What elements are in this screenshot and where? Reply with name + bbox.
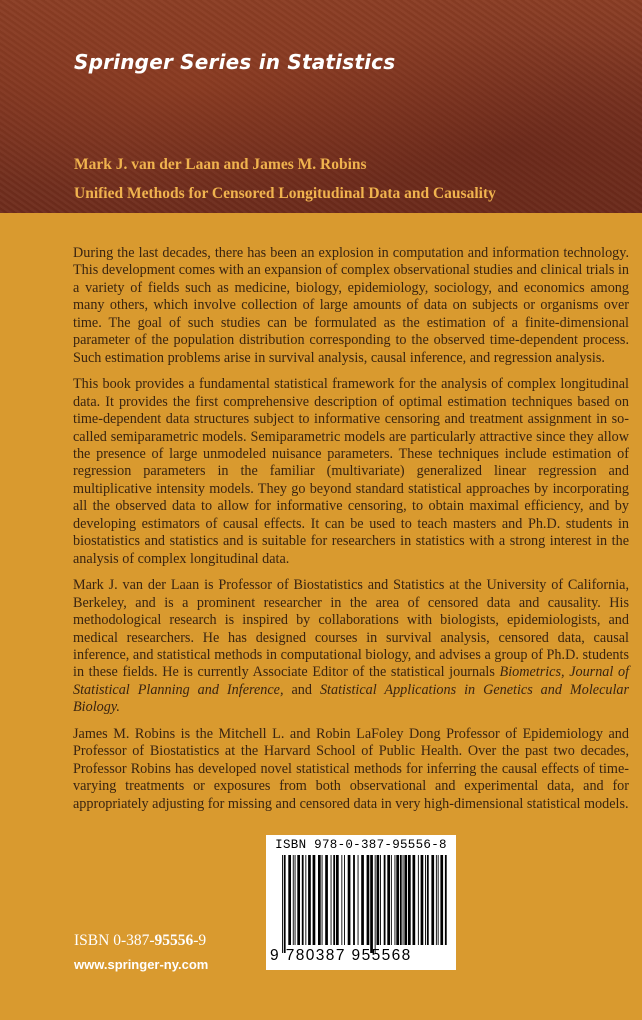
series-title: Springer Series in Statistics [74,50,396,74]
barcode-bar [395,855,396,945]
barcode-bar [318,855,321,945]
barcode-bar [297,855,300,945]
barcode-bar [302,855,304,945]
barcode-bar [445,855,447,945]
barcode-isbn-line: ISBN 978-0-387-95556-8 [275,838,447,852]
publisher-website[interactable]: www.springer-ny.com [74,957,209,972]
barcode-bar [313,855,316,945]
journal-names: Biometrics, Journal of Statistical Planning and Inference, [73,664,630,698]
barcode-bar [284,855,286,953]
barcode-bar [336,855,339,945]
isbn-10 [74,932,206,950]
barcode-bar [436,855,437,945]
paragraph-book: This book provides a fundamental statistical framework for the analysis of complex longitudinal data. It provides the first comprehensive description of optimal estimation techniques based on time-dependent data structures subject to informative censoring and treatment assignment in so-called semiparametric models. Semiparametric models are particularly attractive since they allow the presence of large unmodeled nuisance parameters. These techniques include estimation of regression parameters in the familiar (multivariate) generalized linear regression and multiplicative intensity models. They go beyond standard statistical approaches by incorporating all the observed data to allow for informative censoring, to obtain maximal efficiency, and by developing estimators of causal effects. It can be used to teach masters and Ph.D. students in biostatistics and statistics and is suitable for researchers in statistics with a strong interest in the analysis of complex longitudinal data. [73,376,629,567]
barcode-bar [384,855,386,945]
barcode-bar [375,855,376,953]
barcode-bar [404,855,407,945]
barcode [266,835,456,970]
journal-last: Statistical Applications in Genetics and Molecular Biology. [73,681,630,716]
barcode-bar [288,855,291,945]
isbn-prefix: ISBN 0-387- [74,932,155,949]
barcode-bar [367,855,370,945]
barcode-bar [361,855,364,945]
barcode-bar [380,855,381,945]
barcode-bar [425,855,426,945]
barcode-bar [282,855,283,953]
barcode-bar [391,855,392,945]
barcode-bar [438,855,439,945]
barcode-bar [421,855,424,945]
journal-conjunction: and [291,681,312,698]
barcode-bar [370,855,373,953]
barcode-bar [295,855,296,945]
barcode-bar [325,855,328,945]
barcode-bar [344,855,345,945]
barcode-bar [341,855,342,945]
paragraph-author-laan [73,577,629,717]
barcode-bar [293,855,294,945]
authors: Mark J. van der Laan and James M. Robins [74,156,367,173]
barcode-bar [333,855,335,945]
barcode-bar [331,855,332,945]
paragraph-author-robins: James M. Robins is the Mitchell L. and Robin LaFoley Dong Professor of Epidemiology and Professor of Biostatistics at the Harvard School of Public Health. Over the past two decades, Professor Robins has developed novel statistical methods for inferring the causal effects of time-varying treatments or exposures from both observational and experimental data, and for appropriately adjusting for missing and censored data in very high-dimensional statistical models. [73,725,629,812]
isbn-bold: 95556 [154,932,194,949]
header-banner [0,0,642,213]
barcode-bar [403,855,404,945]
barcode-bar [418,855,419,945]
barcode-bar [440,855,443,945]
barcode-bar [322,855,323,945]
barcode-digits: 9 780387 955568 [270,947,412,964]
description-text [73,245,629,822]
barcode-bar [431,855,434,945]
barcode-bar [427,855,429,945]
barcode-bar [400,855,402,945]
barcode-bar [358,855,359,945]
isbn-suffix: -9 [193,932,207,949]
barcode-bar [305,855,306,945]
barcode-bar [408,855,411,945]
barcode-bar [353,855,355,945]
paragraph-intro: During the last decades, there has been an explosion in computation and information technology. This development comes with an expansion of complex observational studies and clinical trials in a variety of fields such as medicine, biology, epidemiology, sociology, and economics among many others, which involve collection of large amounts of data on subjects or organisms over time. The goal of such studies can be formulated as the estimation of a finite-dimensional parameter of the population distribution corresponding to the observed time-dependent process. Such estimation problems arise in survival analysis, causal inference, and regression analysis. [73,245,629,366]
barcode-bar [387,855,390,945]
laan-bio: Mark J. van der Laan is Professor of Biostatistics and Statistics at the University of California, Berkeley, and is a prominent researcher in the area of censored data and causality. His methodological research is inspired by collaborations with biologists, epidemiologists, and medical researchers. He has designed courses in survival analysis, censored data, causal inference, and statistical methods in computational biology, and advises a group of Ph.D. students in these fields. He is currently Associate Editor of the statistical journals [73,577,629,681]
book-title: Unified Methods for Censored Longitudinal Data and Causality [74,185,496,202]
barcode-bar [377,855,380,945]
barcode-bar [348,855,351,945]
barcode-bar [413,855,416,945]
barcode-bar [396,855,399,945]
barcode-bar [308,855,311,945]
